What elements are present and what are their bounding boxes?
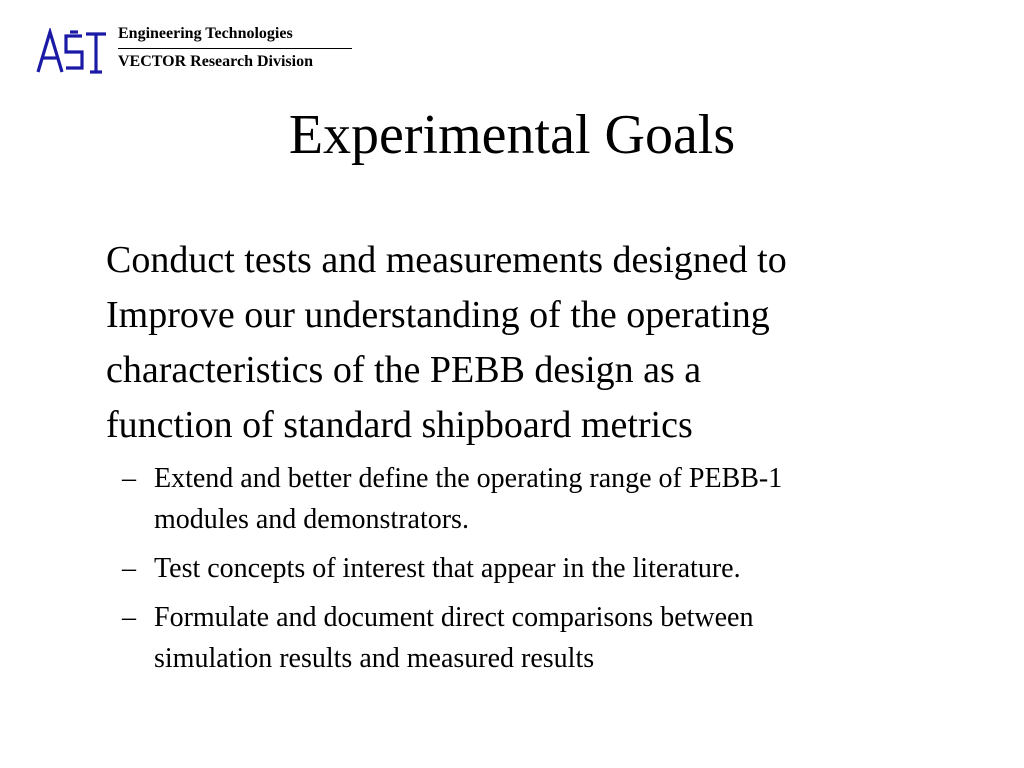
sub-point-line: Extend and better define the operating range of PEBB-1 [154,463,783,494]
main-point-line: Conduct tests and measurements designed to [106,239,787,281]
organization-header [36,22,366,78]
header-divider [118,48,352,49]
main-point-line: Improve our understanding of the operating [106,294,770,336]
sub-point [118,458,968,540]
dash-bullet: – [122,602,136,633]
main-point-line: characteristics of the PEBB design as a [106,349,702,391]
sub-point-line: Formulate and document direct comparisons between [154,602,754,633]
org-name-line: Engineering Technologies [118,25,293,42]
main-point-line: function of standard shipboard metrics [106,404,693,446]
sub-point [118,597,968,679]
sub-point-line: modules and demonstrators. [154,504,469,535]
sub-point [118,548,968,589]
dash-bullet: – [122,463,136,494]
sub-point-list [118,458,968,687]
sub-point-line: Test concepts of interest that appear in the literature. [154,553,741,584]
sub-point-line: simulation results and measured results [154,643,595,674]
slide-title: Experimental Goals [288,104,736,166]
division-name-line: VECTOR Research Division [118,53,313,70]
main-point [108,233,968,453]
ast-logo-icon [36,28,108,74]
dash-bullet: – [122,553,136,584]
